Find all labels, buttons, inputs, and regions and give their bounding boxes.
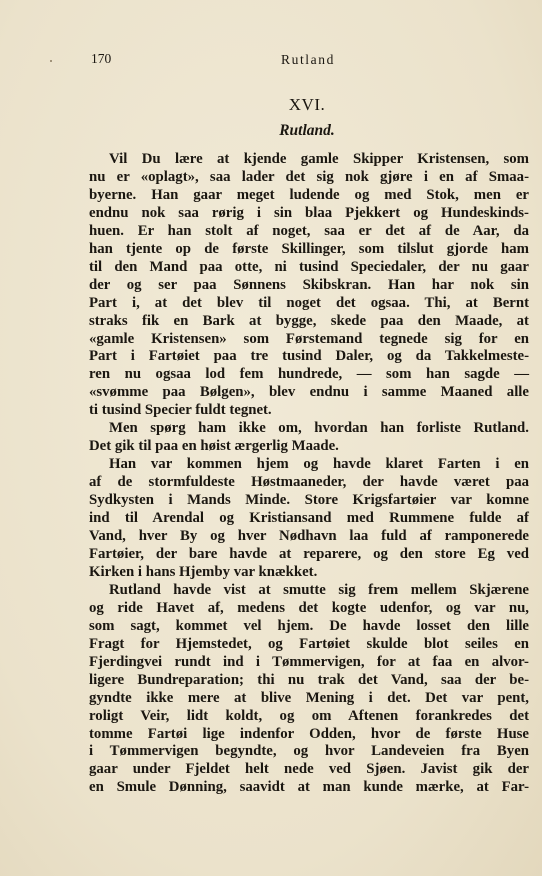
text-line: gaar under Fjeldet helt nede ved Sjøen. Javist gik der (89, 761, 529, 778)
text-line: roligt Veir, lidt koldt, og om Aftenen forankredes det (89, 707, 529, 724)
text-line: huen. Er han stolt af noget, saa er det af de Aar, da (89, 222, 529, 239)
running-title: Rutland (281, 52, 335, 67)
text-line: Vil Du lære at kjende gamle Skipper Kristensen, som (109, 151, 529, 167)
text-line: «svømme paa Bølgen», blev endnu i samme Maaned alle (89, 384, 529, 401)
running-head (91, 51, 521, 71)
text-line: «gamle Kristensen» som Førstemand tegnede sig for en (89, 330, 529, 347)
print-speck (50, 60, 52, 62)
chapter-title: Rutland. (279, 122, 335, 139)
text-line: til den Mand paa otte, ni tusind Speciedaler, der nu gaar (89, 258, 529, 275)
text-line: Men spørg ham ikke om, hvordan han forliste Rutland. (109, 420, 529, 437)
text-line: ti tusind Specier fuldt tegnet. (89, 402, 272, 419)
text-line: Part i, at det blev til noget det ogsaa. Thi, at Bernt (89, 294, 529, 311)
page-number: 170 (91, 51, 112, 66)
text-line: ren nu ogsaa lod fem hundrede, — som han sagde — (89, 366, 529, 383)
text-line: ligere Bundreparation; thi nu trak det Vand, saa der be- (89, 671, 529, 688)
text-line: Fjerdingvei rundt ind i Tømmervigen, for at faa en alvor- (89, 653, 529, 670)
text-line: Sydkysten i Mands Minde. Store Krigsfartøier var komne (89, 492, 529, 509)
body-text (89, 151, 529, 797)
text-line: der og ser paa Sønnens Skibskran. Han har nok sin (89, 276, 529, 293)
text-line: af de stormfuldeste Høstmaaneder, der havde været paa (89, 474, 529, 491)
chapter-number: XVI. (288, 95, 326, 114)
text-line: en Smule Dønning, saavidt at man kunde mærke, at Far- (89, 779, 529, 796)
text-line: i Tømmervigen begyndte, og hvor Landeveien fra Byen (89, 743, 529, 760)
text-line: Fartøier, der bare havde at reparere, og den store Eg ved (89, 545, 529, 562)
text-line: Kirken i hans Hjemby var knækket. (89, 563, 318, 580)
text-line: Vand, hver By og hver Nødhavn laa fuld af ramponerede (89, 528, 529, 545)
text-line: nu er «oplagt», saa lader det sig nok gjøre i en af Smaa- (89, 168, 529, 185)
text-line: han tjente op de første Skillinger, som tilslut gjorde ham (89, 240, 529, 257)
text-line: Han var kommen hjem og havde klaret Farten i en (109, 456, 529, 473)
text-line: tomme Fartøi lige indenfor Odden, hvor de første Huse (89, 725, 529, 742)
text-line: endnu nok saa rørig i sin blaa Pjekkert og Hundeskinds- (89, 204, 529, 221)
text-line: ind til Arendal og Kristiansand med Rummene fulde af (89, 510, 529, 527)
text-line: straks fik en Bark at bygge, skede paa den Maade, at (89, 312, 529, 329)
text-line: byerne. Han gaar meget ludende og med Stok, men er (89, 186, 529, 203)
text-line: Fragt for Hjemstedet, og Fartøiet skulde blot seiles en (89, 635, 529, 652)
text-line: Part i Fartøiet paa tre tusind Daler, og da Takkelmeste- (89, 348, 529, 365)
text-line: og ride Havet af, medens det kogte udenfor, og var nu, (89, 599, 529, 616)
text-line: som sagt, kommet vel hjem. De havde losset den lille (89, 617, 529, 634)
text-line: Rutland havde vist at smutte sig frem mellem Skjærene (109, 581, 529, 598)
text-line: gyndte ikke mere at blive Mening i det. Det var pent, (89, 689, 529, 706)
text-line: Det gik til paa en høist ærgerlig Maade. (89, 438, 339, 455)
